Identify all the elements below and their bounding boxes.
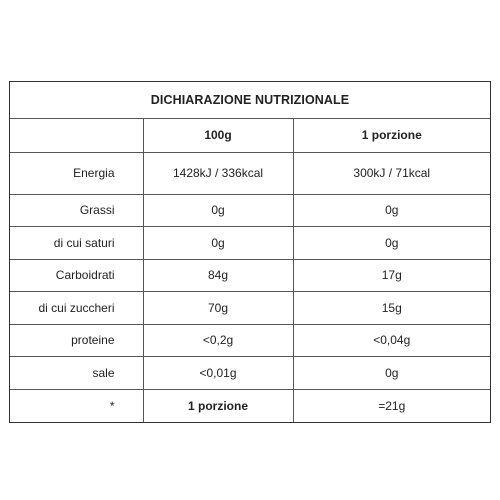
value-per-100g: 0g [143,227,293,260]
table-title: DICHIARAZIONE NUTRIZIONALE [10,82,490,119]
table-row-carboidrati [10,259,490,292]
value-per-100g: <0,01g [143,357,293,390]
table-row-grassi [10,194,490,227]
row-label: proteine [10,324,143,357]
column-header-100g: 100g [143,119,293,152]
footnote-value: =21g [293,389,490,422]
nutrition-grid [10,119,490,422]
table-row-saturi [10,227,490,260]
value-per-100g: 70g [143,292,293,325]
value-per-portion: 0g [293,227,490,260]
row-label: di cui saturi [10,227,143,260]
column-header-portion: 1 porzione [293,119,490,152]
value-per-portion: <0,04g [293,324,490,357]
value-per-100g: 0g [143,194,293,227]
value-per-100g: 1428kJ / 336kcal [143,152,293,194]
table-row-zuccheri [10,292,490,325]
row-label: Carboidrati [10,259,143,292]
table-row-sale [10,357,490,390]
value-per-100g: 84g [143,259,293,292]
table-row-footnote [10,389,490,422]
row-label: Energia [10,152,143,194]
value-per-portion: 0g [293,357,490,390]
table-row-energia [10,152,490,194]
column-header-row [10,119,490,152]
column-header-blank [10,119,143,152]
row-label: sale [10,357,143,390]
footnote-label: 1 porzione [143,389,293,422]
footnote-marker: * [10,389,143,422]
value-per-portion: 300kJ / 71kcal [293,152,490,194]
value-per-100g: <0,2g [143,324,293,357]
row-label: Grassi [10,194,143,227]
row-label: di cui zuccheri [10,292,143,325]
nutrition-table [9,81,491,423]
value-per-portion: 17g [293,259,490,292]
value-per-portion: 15g [293,292,490,325]
table-row-proteine [10,324,490,357]
value-per-portion: 0g [293,194,490,227]
